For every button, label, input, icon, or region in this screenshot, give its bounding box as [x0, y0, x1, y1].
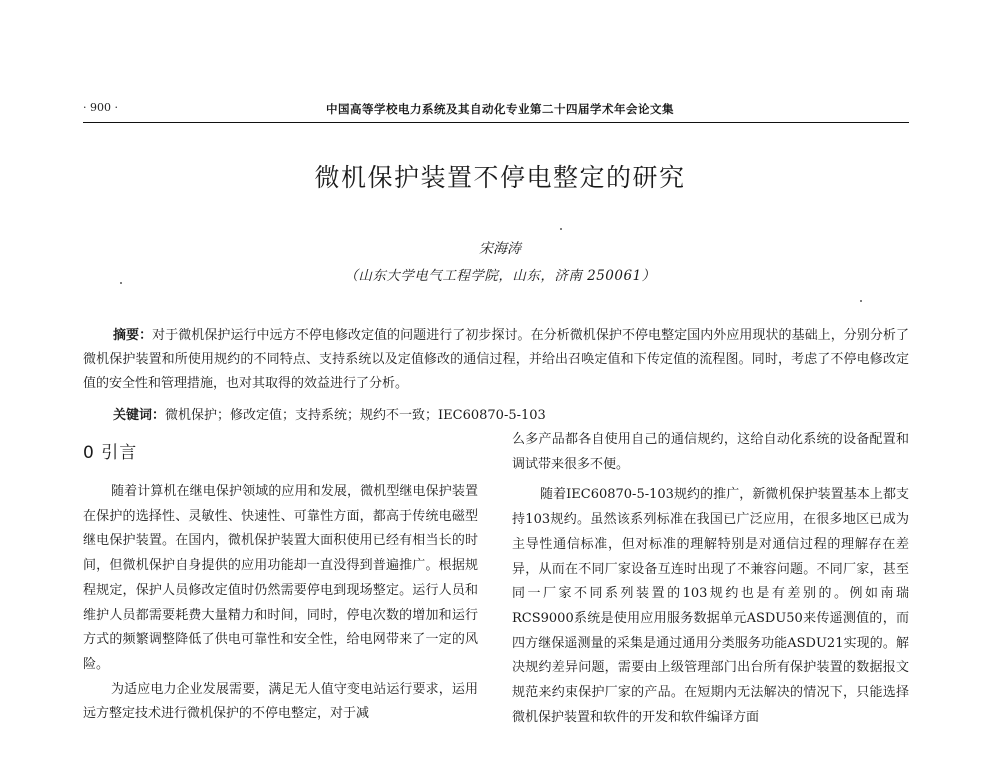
paragraph-continued: 么多产品都各自使用自己的通信规约，这给自动化系统的设备配置和调试带来很多不便。	[512, 432, 909, 472]
author-affiliation: （山东大学电气工程学院，山东，济南 250061）	[344, 268, 656, 284]
author-name: 宋海涛	[479, 241, 521, 257]
keywords-text: 微机保护；修改定值；支持系统；规约不一致；IEC60870-5-103	[165, 408, 546, 423]
scan-speck	[860, 300, 862, 302]
abstract-text: 对于微机保护运行中远方不停电修改定值的问题进行了初步探讨。在分析微机保护不停电整定国内外应用现状的基础上，分别分析了微机保护装置和所使用规约的不同特点、支持系统以及定值修改的通信过程，并给出召唤定值和下传定值的流程图。同时，考虑了不停电修改定值的安全性和管理措施，也对其取得的效益进行了分析。	[83, 328, 909, 391]
page-number: · 900 ·	[83, 101, 118, 114]
abstract	[83, 324, 909, 396]
header-rule	[83, 122, 909, 123]
scan-speck	[560, 228, 562, 230]
running-header: 中国高等学校电力系统及其自动化专业第二十四届学术年会论文集	[326, 102, 674, 116]
right-column	[512, 428, 909, 730]
paragraph: 随着计算机在继电保护领域的应用和发展，微机型继电保护装置在保护的选择性、灵敏性、快速性、可靠性方面，都高于传统电磁型继电保护装置。在国内，微机保护装置大面积使用已经有相当长的时间，但微机保护自身提供的应用功能却一直没得到普遍推广。根据规程规定，保护人员修改定值时仍然需要停电到现场整定。运行人员和维护人员都需要耗费大量精力和时间，同时，停电次数的增加和运行方式的频繁调整降低了供电可靠性和安全性，给电网带来了一定的风险。	[83, 484, 478, 672]
paragraph: 为适应电力企业发展需要，满足无人值守变电站运行要求，运用远方整定技术进行微机保护的不停电整定，对于减	[83, 681, 478, 722]
paper-title: 微机保护装置不停电整定的研究	[314, 163, 686, 192]
section-heading: 0 引言	[83, 443, 138, 463]
left-column	[83, 480, 478, 727]
keywords-label: 关键词：	[113, 408, 166, 423]
paragraph: 随着IEC60870-5-103规约的推广，新微机保护装置基本上都支持103规约。虽然该系列标准在我国已广泛应用，在很多地区已成为主导性通信标准，但对标准的理解特别是对通信过程的理解存在差异，从而在不同厂家设备互连时出现了不兼容问题。不同厂家，甚至同一厂家不同系列装置的103规约也是有差别的。例如南瑞RCS9000系统是使用应用服务数据单元ASDU50来传遥测值的，而四方继保遥测量的采集是通过通用分类服务功能ASDU21实现的。解决规约差异问题，需要由上级管理部门出台所有保护装置的数据报文规范来约束保护厂家的产品。在短期内无法解决的情况下，只能选择微机保护装置和软件的开发和软件编译方面	[512, 487, 909, 725]
abstract-label: 摘要：	[113, 328, 153, 343]
keywords	[113, 404, 546, 423]
